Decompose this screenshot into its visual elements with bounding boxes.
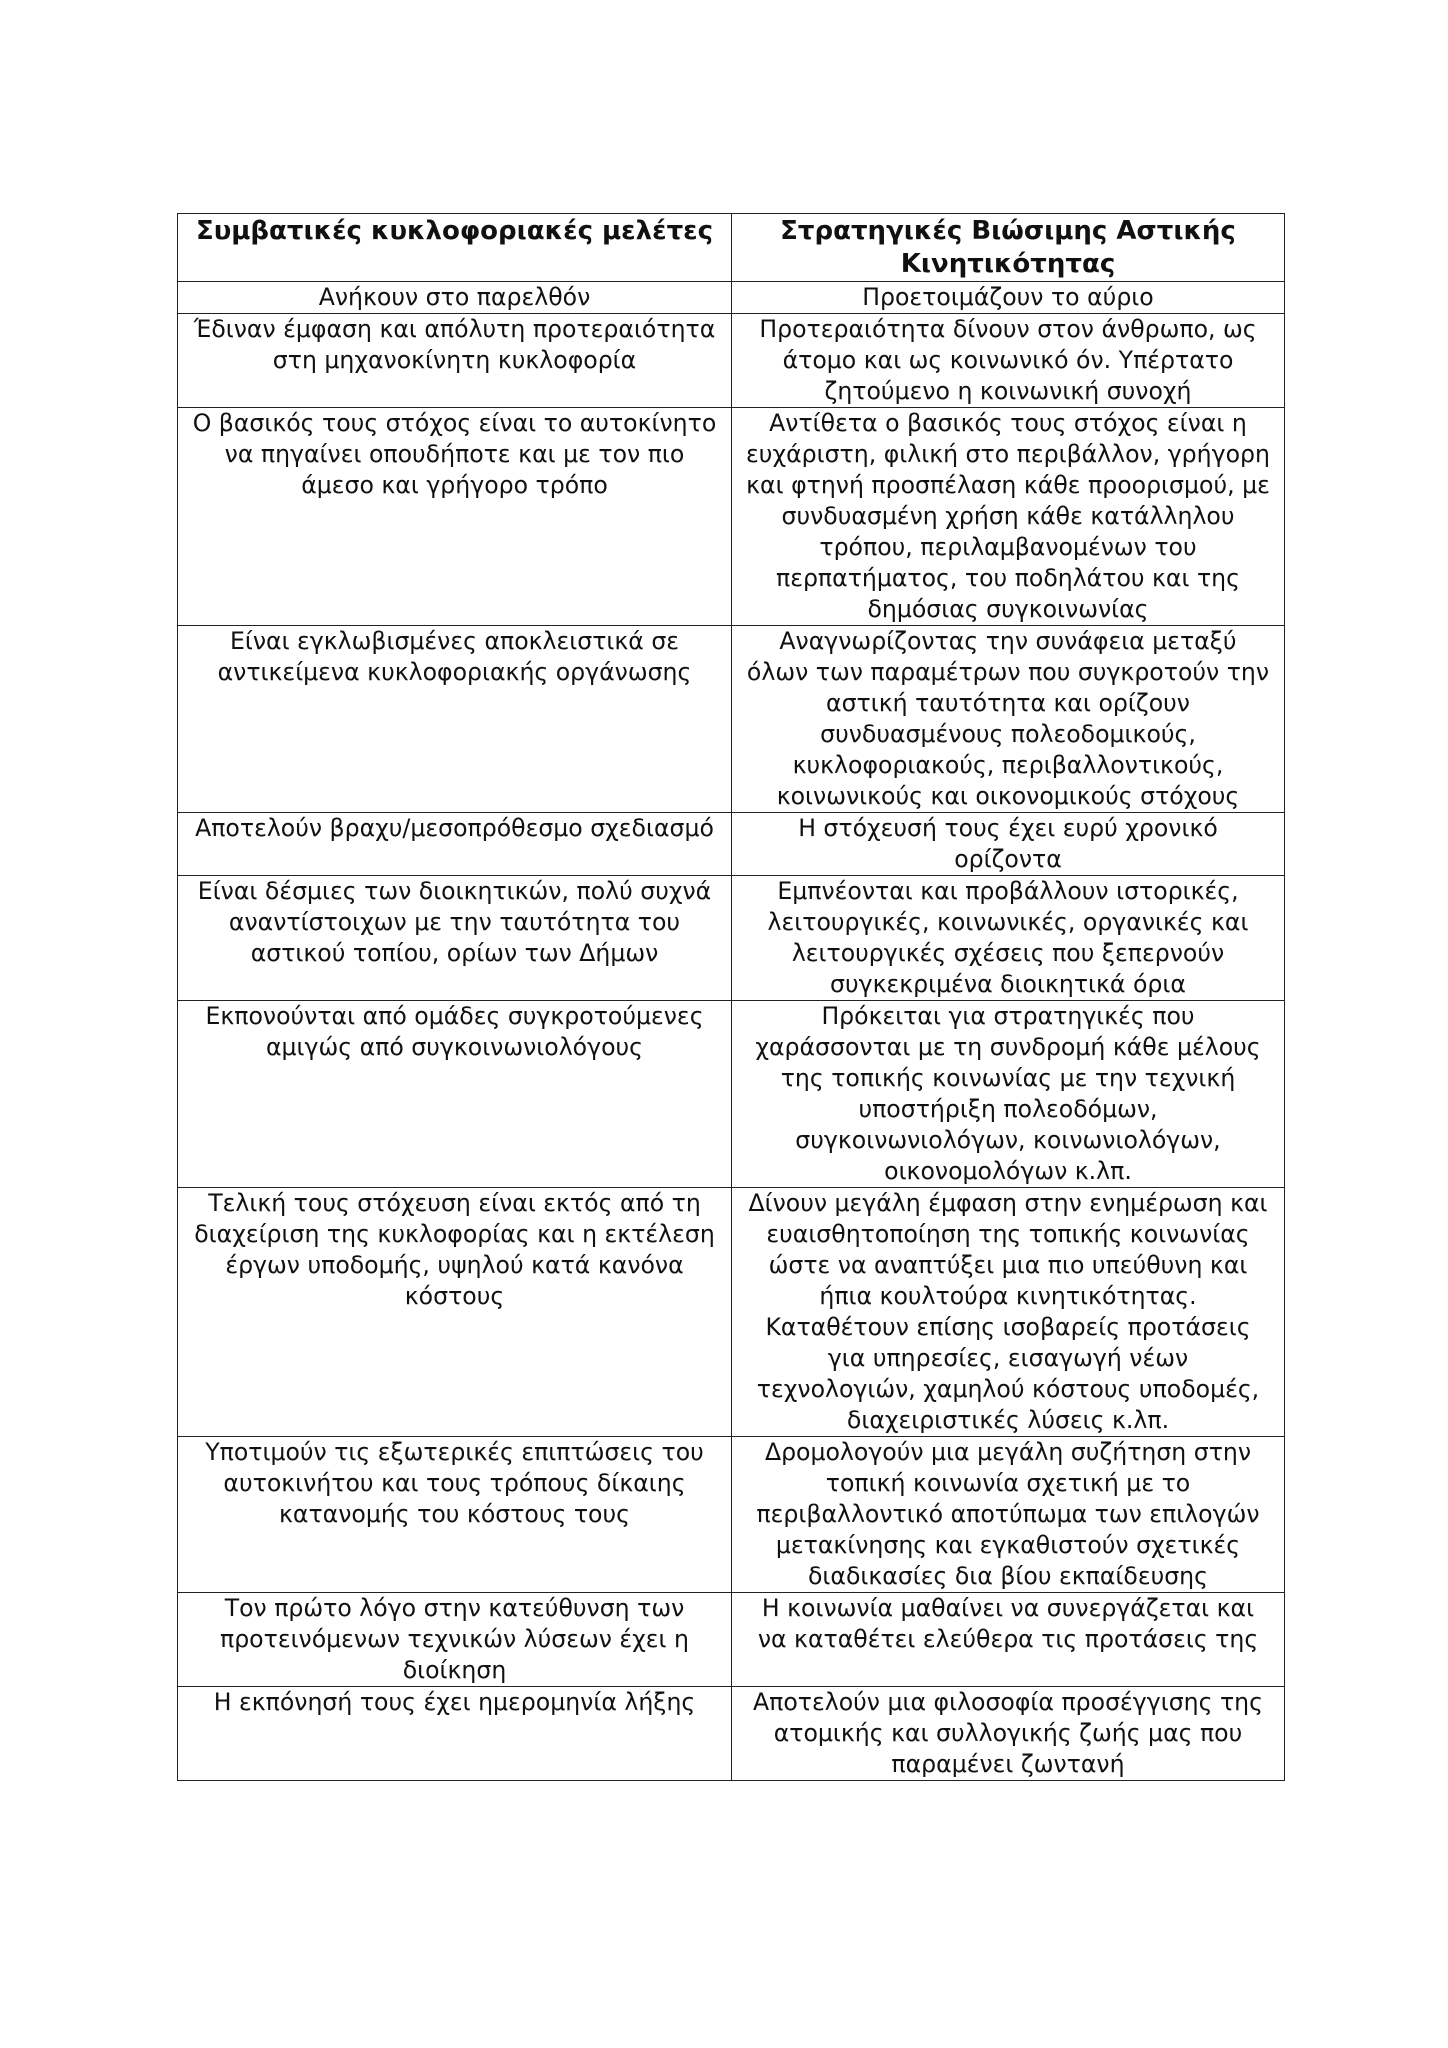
table-cell-sustainable: Εμπνέονται και προβάλλουν ιστορικές, λειτουργικές, κοινωνικές, οργανικές και λειτουργικές σχέσεις που ξεπερνούν συγκεκριμένα διοικητικά όρια: [732, 876, 1285, 1001]
table-header-row: [178, 214, 1285, 282]
table-row: [178, 1188, 1285, 1437]
table-cell-sustainable: Δρομολογούν μια μεγάλη συζήτηση στην τοπική κοινωνία σχετική με το περιβαλλοντικό αποτύπωμα των επιλογών μετακίνησης και εγκαθιστούν σχετικές διαδικασίες δια βίου εκπαίδευσης: [732, 1437, 1285, 1593]
table-cell-conventional: Τον πρώτο λόγο στην κατεύθυνση των προτεινόμενων τεχνικών λύσεων έχει η διοίκηση: [178, 1593, 732, 1687]
table-cell-conventional: Τελική τους στόχευση είναι εκτός από τη διαχείριση της κυκλοφορίας και η εκτέλεση έργων υποδομής, υψηλού κατά κανόνα κόστους: [178, 1188, 732, 1437]
table-row: [178, 1593, 1285, 1687]
table-cell-sustainable: Δίνουν μεγάλη έμφαση στην ενημέρωση και ευαισθητοποίηση της τοπικής κοινωνίας ώστε να αναπτύξει μια πιο υπεύθυνη και ήπια κουλτούρα κινητικότητας. Καταθέτουν επίσης ισοβαρείς προτάσεις για υπηρεσίες, εισαγωγή νέων τεχνολογιών, χαμηλού κόστους υποδομές, διαχειριστικές λύσεις κ.λπ.: [732, 1188, 1285, 1437]
table-cell-conventional: Η εκπόνησή τους έχει ημερομηνία λήξης: [178, 1687, 732, 1781]
table-cell-sustainable: Αποτελούν μια φιλοσοφία προσέγγισης της ατομικής και συλλογικής ζωής μας που παραμένει ζωντανή: [732, 1687, 1285, 1781]
comparison-table: [177, 213, 1285, 1781]
table-row: [178, 408, 1285, 626]
table-row: [178, 314, 1285, 408]
table-cell-sustainable: Πρόκειται για στρατηγικές που χαράσσονται με τη συνδρομή κάθε μέλους της τοπικής κοινωνίας με την τεχνική υποστήριξη πολεοδόμων, συγκοινωνιολόγων, κοινωνιολόγων, οικονομολόγων κ.λπ.: [732, 1001, 1285, 1188]
table-cell-conventional: Ανήκουν στο παρελθόν: [178, 282, 732, 314]
table-cell-conventional: Ο βασικός τους στόχος είναι το αυτοκίνητο να πηγαίνει οπουδήποτε και με τον πιο άμεσο και γρήγορο τρόπο: [178, 408, 732, 626]
table-row: [178, 1001, 1285, 1188]
table-cell-sustainable: Αναγνωρίζοντας την συνάφεια μεταξύ όλων των παραμέτρων που συγκροτούν την αστική ταυτότητα και ορίζουν συνδυασμένους πολεοδομικούς, κυκλοφοριακούς, περιβαλλοντικούς, κοινωνικούς και οικονομικούς στόχους: [732, 626, 1285, 813]
table-cell-sustainable: Η κοινωνία μαθαίνει να συνεργάζεται και να καταθέτει ελεύθερα τις προτάσεις της: [732, 1593, 1285, 1687]
table-cell-sustainable: Προτεραιότητα δίνουν στον άνθρωπο, ως άτομο και ως κοινωνικό όν. Υπέρτατο ζητούμενο η κοινωνική συνοχή: [732, 314, 1285, 408]
table-cell-conventional: Είναι δέσμιες των διοικητικών, πολύ συχνά αναντίστοιχων με την ταυτότητα του αστικού τοπίου, ορίων των Δήμων: [178, 876, 732, 1001]
table-row: [178, 282, 1285, 314]
table-cell-conventional: Έδιναν έμφαση και απόλυτη προτεραιότητα στη μηχανοκίνητη κυκλοφορία: [178, 314, 732, 408]
header-conventional-studies: Συμβατικές κυκλοφοριακές μελέτες: [178, 214, 732, 282]
table-cell-sustainable: Προετοιμάζουν το αύριο: [732, 282, 1285, 314]
table-row: [178, 1437, 1285, 1593]
header-sustainable-mobility: Στρατηγικές Βιώσιμης Αστικής Κινητικότητας: [732, 214, 1285, 282]
table-cell-sustainable: Αντίθετα ο βασικός τους στόχος είναι η ευχάριστη, φιλική στο περιβάλλον, γρήγορη και φτηνή προσπέλαση κάθε προορισμού, με συνδυασμένη χρήση κάθε κατάλληλου τρόπου, περιλαμβανομένων του περπατήματος, του ποδηλάτου και της δημόσιας συγκοινωνίας: [732, 408, 1285, 626]
table-cell-sustainable: Η στόχευσή τους έχει ευρύ χρονικό ορίζοντα: [732, 813, 1285, 876]
table-cell-conventional: Αποτελούν βραχυ/μεσοπρόθεσμο σχεδιασμό: [178, 813, 732, 876]
table-row: [178, 876, 1285, 1001]
table-row: [178, 813, 1285, 876]
table-cell-conventional: Είναι εγκλωβισμένες αποκλειστικά σε αντικείμενα κυκλοφοριακής οργάνωσης: [178, 626, 732, 813]
table-cell-conventional: Υποτιμούν τις εξωτερικές επιπτώσεις του αυτοκινήτου και τους τρόπους δίκαιης κατανομής του κόστους τους: [178, 1437, 732, 1593]
table-cell-conventional: Εκπονούνται από ομάδες συγκροτούμενες αμιγώς από συγκοινωνιολόγους: [178, 1001, 732, 1188]
table-row: [178, 1687, 1285, 1781]
table-row: [178, 626, 1285, 813]
